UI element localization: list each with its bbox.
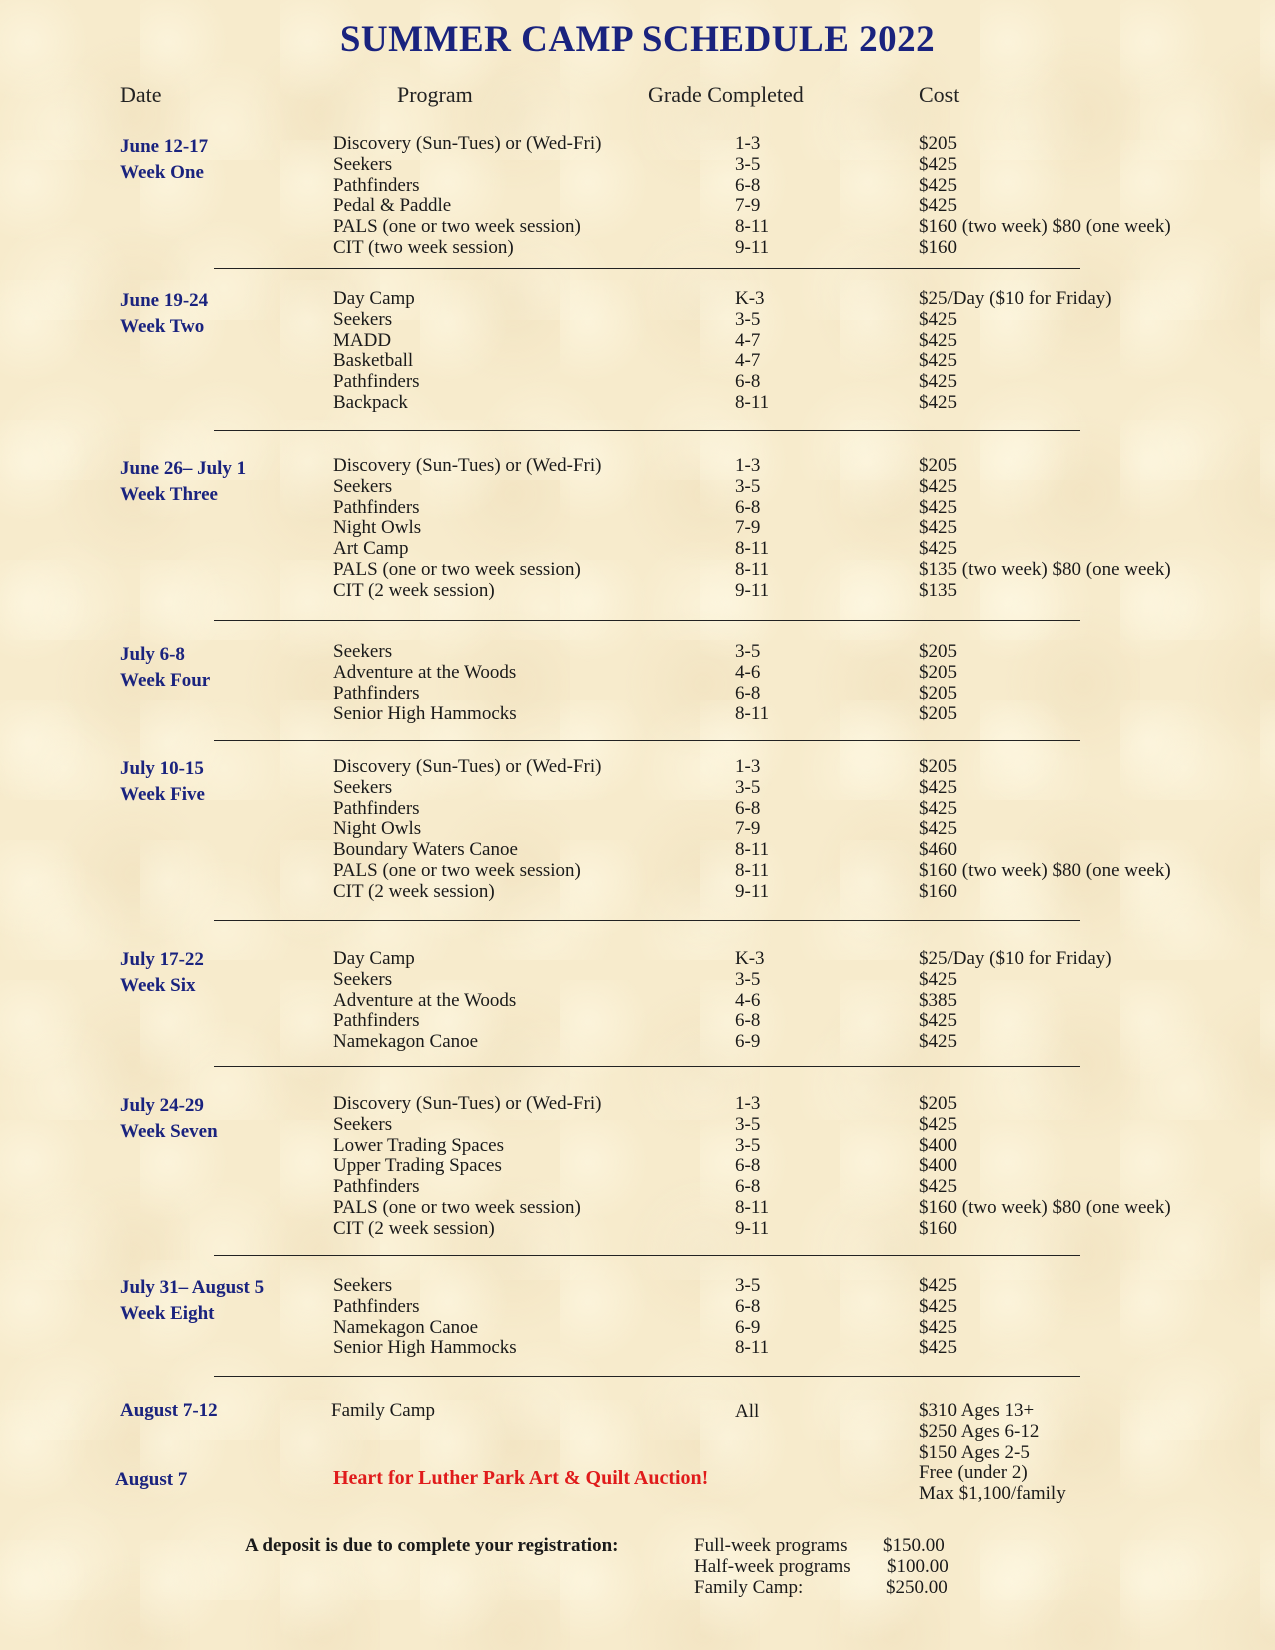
- program-name: PALS (one or two week session): [333, 859, 581, 881]
- grade-range: K-3: [735, 288, 765, 309]
- program-name: Lower Trading Spaces: [333, 1134, 504, 1156]
- table-row: [0, 217, 1275, 238]
- program-name: Senior High Hammocks: [333, 1337, 517, 1359]
- grade-range: 4-7: [735, 329, 761, 351]
- week-dates: July 17-22: [120, 949, 204, 970]
- program-cost: $425: [919, 174, 957, 196]
- program-name: CIT (2 week session): [333, 1217, 495, 1239]
- grade-range: K-3: [735, 948, 765, 969]
- grade-range: 8-11: [735, 216, 770, 238]
- grade-range: 4-6: [735, 661, 761, 683]
- deposit-item-name: Half-week programs: [694, 1556, 851, 1577]
- family-camp-dates: August 7-12: [120, 1400, 218, 1421]
- program-cost: $425: [919, 818, 957, 840]
- table-row: [0, 663, 1275, 684]
- program-cost: $135: [919, 579, 957, 601]
- table-row: [0, 581, 1275, 602]
- program-cost: $135 (two week) $80 (one week): [919, 558, 1171, 580]
- program-cost: $425: [919, 1337, 957, 1359]
- grade-range: 4-6: [735, 989, 761, 1011]
- program-cost: $205: [919, 703, 957, 725]
- grade-range: 4-7: [735, 350, 761, 372]
- program-name: Day Camp: [333, 948, 415, 969]
- program-cost: $425: [919, 968, 957, 990]
- week-dates: July 31– August 5: [120, 1277, 265, 1298]
- program-cost: $425: [919, 329, 957, 351]
- week-dates: July 10-15: [120, 758, 204, 779]
- family-camp-cost: $250 Ages 6-12: [919, 1420, 1040, 1442]
- grade-range: 8-11: [735, 839, 770, 861]
- table-row: [0, 176, 1275, 197]
- table-row: [0, 757, 1275, 778]
- program-cost: $205: [919, 756, 957, 777]
- table-row: [0, 393, 1275, 414]
- column-header-grade: Grade Completed: [648, 82, 804, 107]
- table-row: [0, 1032, 1275, 1053]
- column-header-date: Date: [120, 82, 162, 107]
- program-name: PALS (one or two week session): [333, 558, 581, 580]
- section-divider: [214, 1255, 1080, 1256]
- week-label: Week Three: [120, 484, 218, 505]
- grade-range: 6-9: [735, 1316, 761, 1338]
- grade-range: 6-8: [735, 371, 761, 393]
- table-row: [0, 289, 1275, 310]
- grade-range: 3-5: [735, 776, 761, 798]
- program-cost: $160 (two week) $80 (one week): [919, 859, 1171, 881]
- table-row: [0, 1115, 1275, 1136]
- table-row: [0, 1198, 1275, 1219]
- column-header-program: Program: [397, 82, 473, 107]
- week-label: Week Four: [120, 670, 211, 691]
- table-row: [0, 372, 1275, 393]
- program-name: Namekagon Canoe: [333, 1316, 479, 1338]
- section-divider: [214, 920, 1080, 921]
- table-row: [0, 518, 1275, 539]
- table-row: [0, 310, 1275, 331]
- program-name: Adventure at the Woods: [333, 661, 517, 683]
- program-cost: $160: [919, 1217, 957, 1239]
- program-name: Discovery (Sun-Tues) or (Wed-Fri): [333, 455, 602, 476]
- program-name: Pathfinders: [333, 496, 420, 518]
- week-dates: June 12-17: [120, 136, 209, 157]
- program-name: Pedal & Paddle: [333, 195, 452, 217]
- program-cost: $400: [919, 1134, 957, 1156]
- deposit-item-name: Full-week programs: [694, 1535, 848, 1556]
- table-row: [0, 1177, 1275, 1198]
- table-row: [0, 1094, 1275, 1115]
- program-list: [0, 1094, 1275, 1240]
- grade-range: 6-8: [735, 1176, 761, 1198]
- program-cost: $425: [919, 538, 957, 560]
- program-cost: $425: [919, 797, 957, 819]
- grade-range: 1-3: [735, 756, 761, 777]
- grade-range: 8-11: [735, 859, 770, 881]
- grade-range: 1-3: [735, 455, 761, 476]
- program-list: [0, 134, 1275, 259]
- deposit-label: A deposit is due to complete your registration:: [245, 1535, 619, 1556]
- section-divider: [214, 430, 1080, 431]
- section-divider: [214, 620, 1080, 621]
- program-name: Basketball: [333, 350, 414, 372]
- program-cost: $205: [919, 455, 957, 476]
- program-cost: $160 (two week) $80 (one week): [919, 1196, 1171, 1218]
- program-name: Pathfinders: [333, 1010, 420, 1032]
- program-cost: $460: [919, 839, 957, 861]
- table-row: [0, 1297, 1275, 1318]
- program-cost: $425: [919, 517, 957, 539]
- table-row: [0, 1219, 1275, 1240]
- program-cost: $425: [919, 153, 957, 175]
- program-cost: $425: [919, 350, 957, 372]
- grade-range: 3-5: [735, 1113, 761, 1135]
- auction-announcement: Heart for Luther Park Art & Quilt Auction!: [333, 1467, 709, 1489]
- deposit-item-amount: $100.00: [887, 1556, 949, 1577]
- program-cost: $425: [919, 496, 957, 518]
- program-cost: $205: [919, 641, 957, 662]
- table-row: [0, 539, 1275, 560]
- program-list: [0, 1276, 1275, 1359]
- week-label: Week Six: [120, 975, 196, 996]
- program-name: Pathfinders: [333, 682, 420, 704]
- grade-range: 7-9: [735, 517, 761, 539]
- program-cost: $425: [919, 1176, 957, 1198]
- table-row: [0, 778, 1275, 799]
- program-list: [0, 289, 1275, 414]
- table-row: [0, 351, 1275, 372]
- program-cost: $425: [919, 776, 957, 798]
- program-cost: $425: [919, 1010, 957, 1032]
- program-list: [0, 456, 1275, 602]
- family-camp-cost: $150 Ages 2-5: [919, 1441, 1030, 1463]
- program-cost: $425: [919, 391, 957, 413]
- week-label: Week Two: [120, 316, 205, 337]
- week-label: Week Seven: [120, 1121, 218, 1142]
- table-row: [0, 498, 1275, 519]
- grade-range: 3-5: [735, 475, 761, 497]
- table-row: [0, 477, 1275, 498]
- table-row: [0, 560, 1275, 581]
- program-name: Discovery (Sun-Tues) or (Wed-Fri): [333, 1093, 602, 1114]
- week-dates: June 19-24: [120, 290, 209, 311]
- grade-range: 8-11: [735, 558, 770, 580]
- table-row: [0, 861, 1275, 882]
- auction-date: August 7: [115, 1469, 188, 1490]
- program-cost: $160: [919, 236, 957, 258]
- program-cost: $425: [919, 195, 957, 217]
- program-cost: $205: [919, 1093, 957, 1114]
- table-row: [0, 1156, 1275, 1177]
- deposit-item-amount: $150.00: [883, 1535, 945, 1556]
- program-name: Pathfinders: [333, 1176, 420, 1198]
- deposit-item-amount: $250.00: [886, 1577, 948, 1598]
- table-row: [0, 155, 1275, 176]
- program-cost: $25/Day ($10 for Friday): [919, 948, 1112, 969]
- program-cost: $425: [919, 1275, 957, 1296]
- table-row: [0, 331, 1275, 352]
- program-cost: $205: [919, 133, 957, 154]
- section-divider: [214, 268, 1080, 269]
- table-row: [0, 684, 1275, 705]
- program-cost: $385: [919, 989, 957, 1011]
- program-list: [0, 949, 1275, 1053]
- grade-range: 6-8: [735, 496, 761, 518]
- program-name: Pathfinders: [333, 797, 420, 819]
- grade-range: 3-5: [735, 1134, 761, 1156]
- program-name: Seekers: [333, 475, 393, 497]
- program-list: [0, 642, 1275, 725]
- table-row: [0, 1318, 1275, 1339]
- grade-range: 6-8: [735, 682, 761, 704]
- program-cost: $425: [919, 1295, 957, 1317]
- grade-range: 8-11: [735, 538, 770, 560]
- grade-range: 3-5: [735, 308, 761, 330]
- table-row: [0, 1276, 1275, 1297]
- grade-range: 3-5: [735, 153, 761, 175]
- program-name: Discovery (Sun-Tues) or (Wed-Fri): [333, 756, 602, 777]
- table-row: [0, 456, 1275, 477]
- grade-range: 1-3: [735, 133, 761, 154]
- program-list: [0, 757, 1275, 903]
- program-name: CIT (two week session): [333, 236, 514, 258]
- grade-range: 3-5: [735, 1275, 761, 1296]
- section-divider: [214, 1376, 1080, 1377]
- grade-range: 6-9: [735, 1031, 761, 1053]
- table-row: [0, 704, 1275, 725]
- program-name: Seekers: [333, 153, 393, 175]
- family-camp-cost: Max $1,100/family: [919, 1483, 1066, 1505]
- grade-range: 6-8: [735, 1295, 761, 1317]
- program-cost: $425: [919, 475, 957, 497]
- program-name: Seekers: [333, 641, 393, 662]
- family-camp-program: Family Camp: [331, 1400, 435, 1421]
- week-dates: June 26– July 1: [120, 458, 247, 479]
- program-name: MADD: [333, 329, 392, 351]
- family-camp-cost: $310 Ages 13+: [919, 1400, 1035, 1421]
- program-name: Seekers: [333, 308, 393, 330]
- program-cost: $160: [919, 880, 957, 902]
- program-name: Adventure at the Woods: [333, 989, 517, 1011]
- table-row: [0, 1338, 1275, 1359]
- program-cost: $425: [919, 371, 957, 393]
- grade-range: 3-5: [735, 641, 761, 662]
- section-divider: [214, 740, 1080, 741]
- program-name: Seekers: [333, 776, 393, 798]
- table-row: [0, 819, 1275, 840]
- table-row: [0, 882, 1275, 903]
- program-name: Art Camp: [333, 538, 409, 560]
- table-row: [0, 238, 1275, 259]
- program-name: CIT (2 week session): [333, 579, 495, 601]
- grade-range: 1-3: [735, 1093, 761, 1114]
- grade-range: 8-11: [735, 1196, 770, 1218]
- deposit-item-name: Family Camp:: [694, 1577, 804, 1598]
- grade-range: 9-11: [735, 880, 770, 902]
- table-row: [0, 991, 1275, 1012]
- program-cost: $160 (two week) $80 (one week): [919, 216, 1171, 238]
- program-name: Pathfinders: [333, 174, 420, 196]
- table-row: [0, 1011, 1275, 1032]
- page-title: SUMMER CAMP SCHEDULE 2022: [339, 19, 936, 60]
- program-name: Discovery (Sun-Tues) or (Wed-Fri): [333, 133, 602, 154]
- program-cost: $425: [919, 1113, 957, 1135]
- program-name: Boundary Waters Canoe: [333, 839, 518, 861]
- grade-range: 6-8: [735, 797, 761, 819]
- program-name: Namekagon Canoe: [333, 1031, 479, 1053]
- program-cost: $400: [919, 1155, 957, 1177]
- program-cost: $425: [919, 308, 957, 330]
- section-divider: [214, 1066, 1080, 1067]
- program-name: Backpack: [333, 391, 408, 413]
- grade-range: 9-11: [735, 579, 770, 601]
- column-header-cost: Cost: [919, 82, 960, 107]
- table-row: [0, 1136, 1275, 1157]
- program-name: PALS (one or two week session): [333, 216, 581, 238]
- program-name: Seekers: [333, 1113, 393, 1135]
- grade-range: 8-11: [735, 1337, 770, 1359]
- program-name: Upper Trading Spaces: [333, 1155, 502, 1177]
- table-row: [0, 642, 1275, 663]
- table-row: [0, 196, 1275, 217]
- table-row: [0, 840, 1275, 861]
- program-name: PALS (one or two week session): [333, 1196, 581, 1218]
- grade-range: 8-11: [735, 391, 770, 413]
- program-name: CIT (2 week session): [333, 880, 495, 902]
- program-name: Night Owls: [333, 517, 422, 539]
- week-dates: July 24-29: [120, 1095, 204, 1116]
- program-name: Night Owls: [333, 818, 422, 840]
- program-cost: $25/Day ($10 for Friday): [919, 288, 1112, 309]
- grade-range: 7-9: [735, 195, 761, 217]
- table-row: [0, 134, 1275, 155]
- grade-range: 3-5: [735, 968, 761, 990]
- table-row: [0, 949, 1275, 970]
- program-name: Senior High Hammocks: [333, 703, 517, 725]
- program-name: Seekers: [333, 1275, 393, 1296]
- table-row: [0, 799, 1275, 820]
- grade-range: 9-11: [735, 1217, 770, 1239]
- grade-range: 9-11: [735, 236, 770, 258]
- table-row: [0, 970, 1275, 991]
- program-cost: $205: [919, 682, 957, 704]
- family-camp-grade: All: [735, 1401, 760, 1422]
- grade-range: 6-8: [735, 174, 761, 196]
- week-label: Week Five: [120, 784, 205, 805]
- grade-range: 6-8: [735, 1010, 761, 1032]
- program-cost: $425: [919, 1316, 957, 1338]
- program-name: Day Camp: [333, 288, 415, 309]
- week-label: Week Eight: [120, 1303, 215, 1324]
- program-cost: $205: [919, 661, 957, 683]
- grade-range: 7-9: [735, 818, 761, 840]
- grade-range: 6-8: [735, 1155, 761, 1177]
- family-camp-cost: Free (under 2): [919, 1462, 1028, 1484]
- grade-range: 8-11: [735, 703, 770, 725]
- program-name: Pathfinders: [333, 371, 420, 393]
- program-name: Seekers: [333, 968, 393, 990]
- week-dates: July 6-8: [120, 644, 185, 665]
- week-label: Week One: [120, 162, 204, 183]
- program-name: Pathfinders: [333, 1295, 420, 1317]
- program-cost: $425: [919, 1031, 957, 1053]
